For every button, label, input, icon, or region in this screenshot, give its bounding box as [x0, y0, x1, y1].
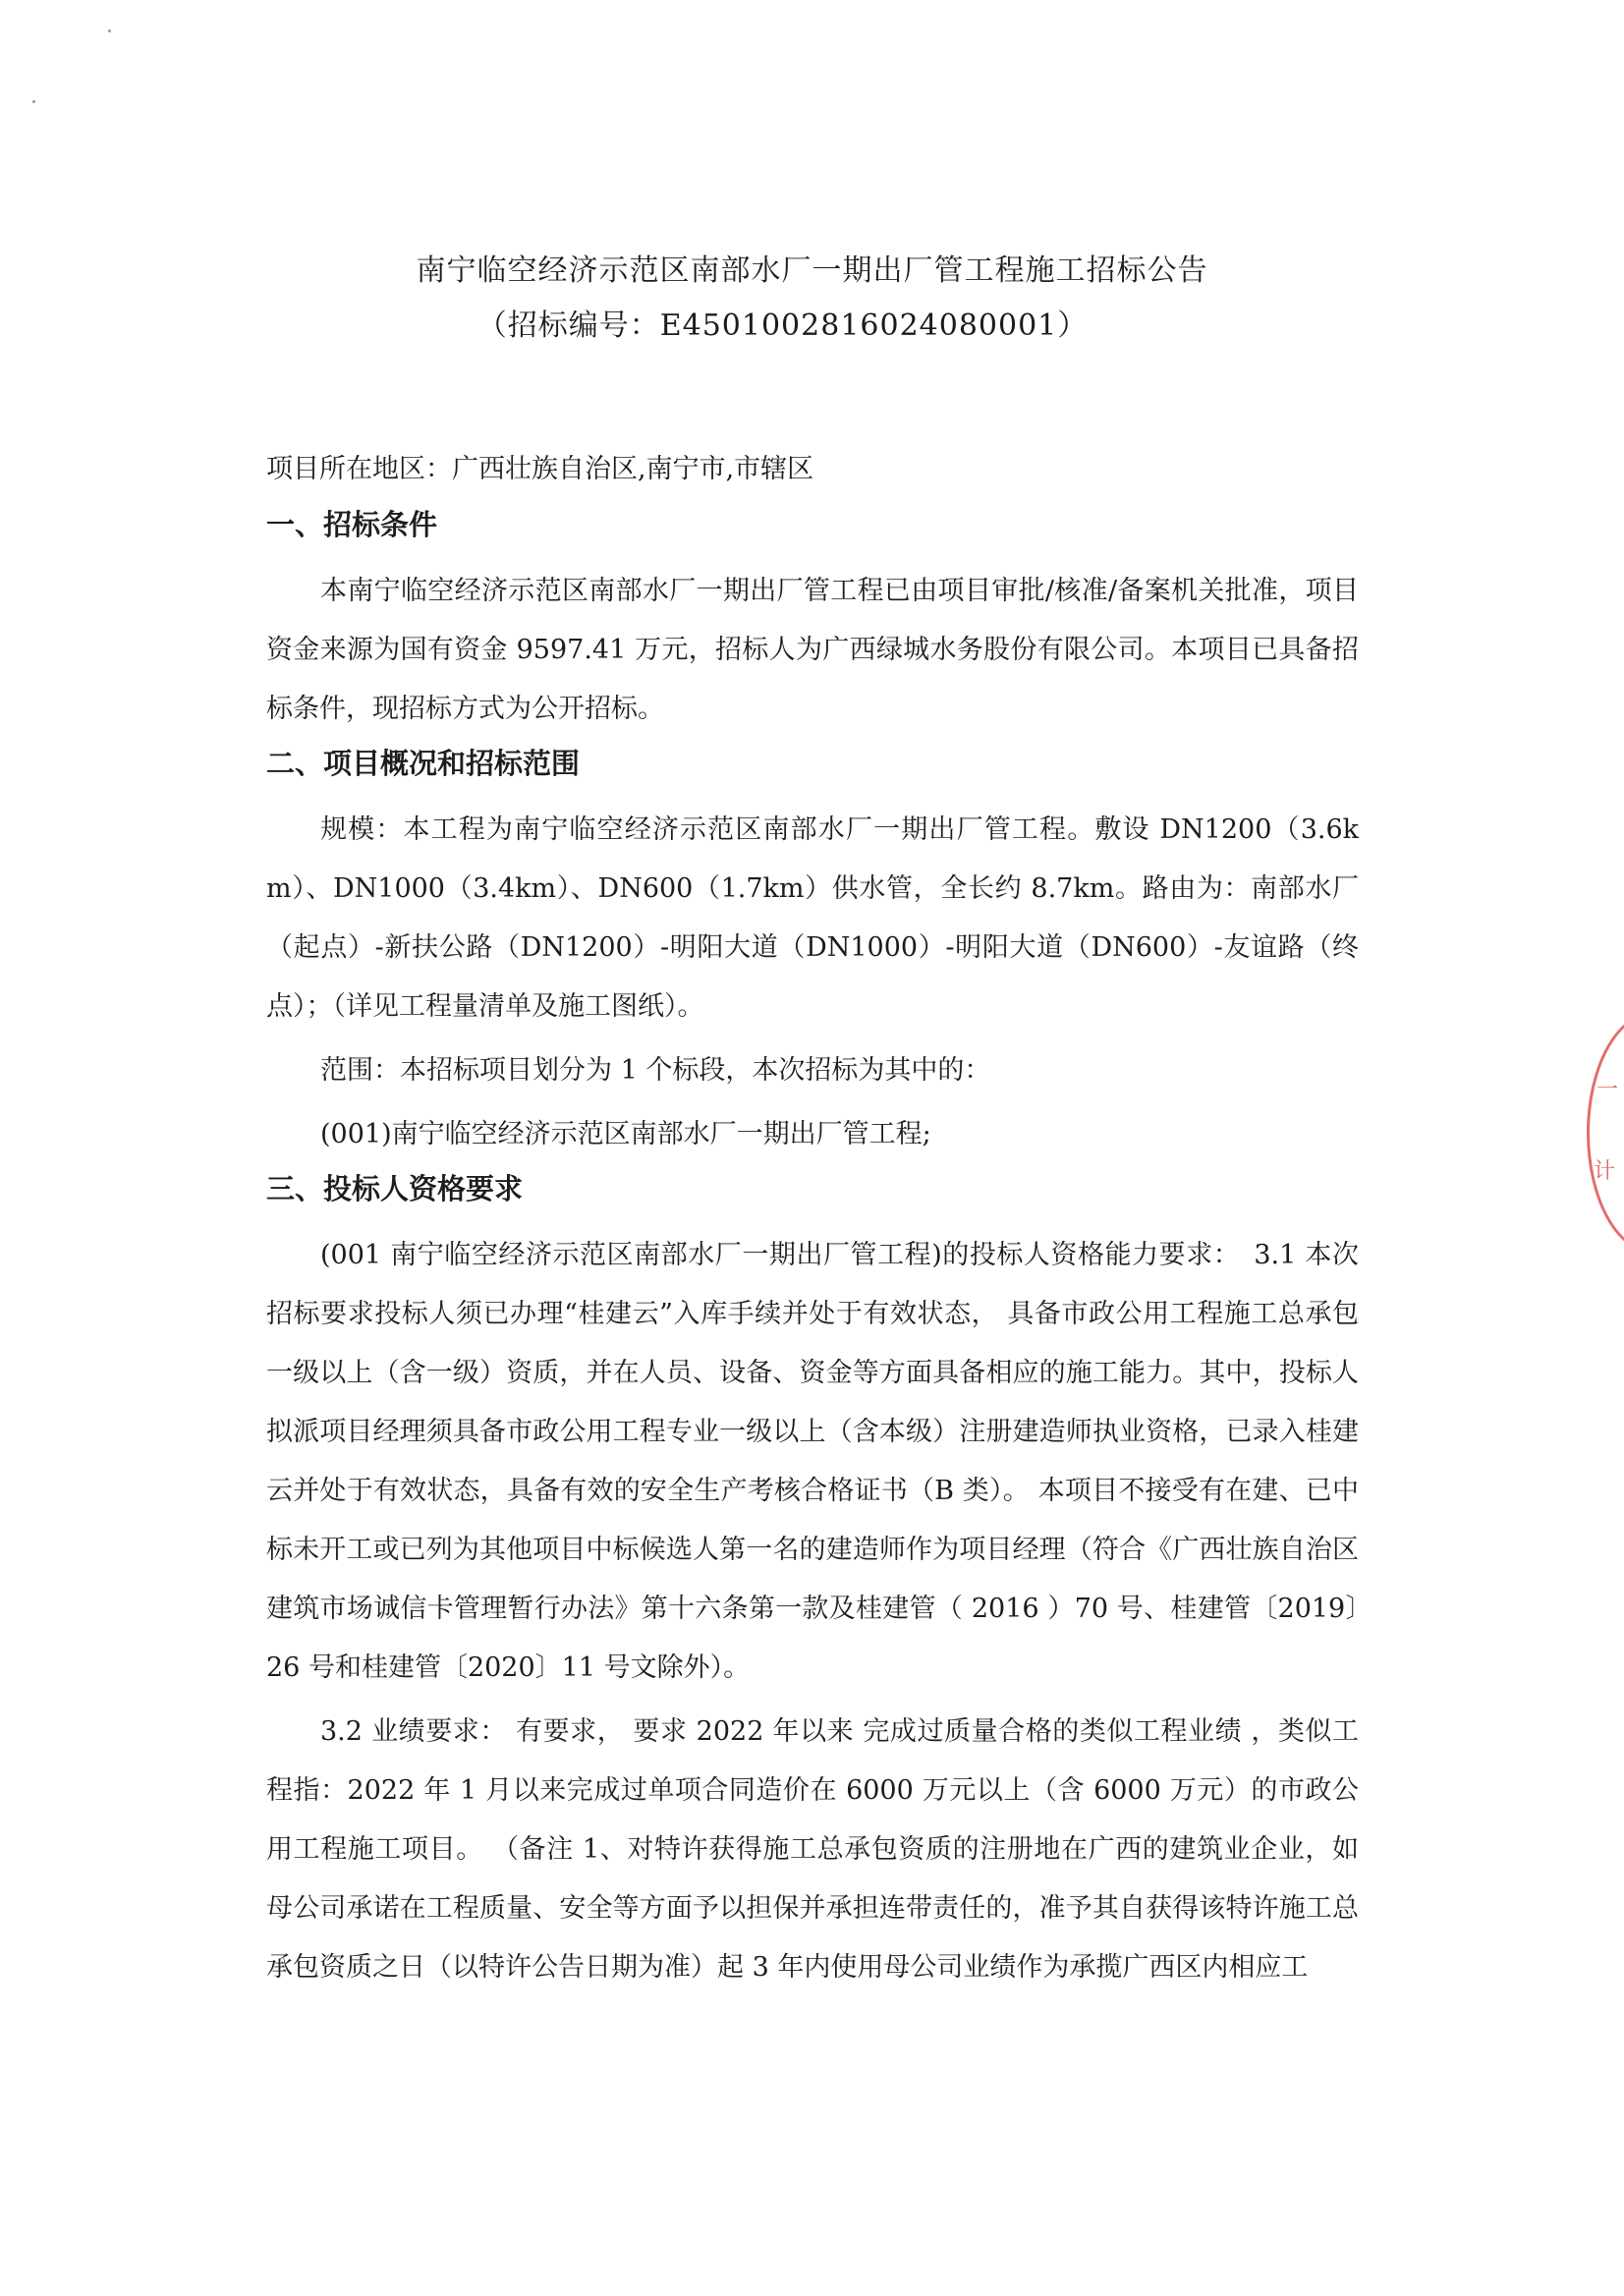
section-heading-project-overview: 二、项目概况和招标范围: [266, 747, 581, 780]
document-body: [266, 450, 1359, 2002]
section-paragraph: 本南宁临空经济示范区南部水厂一期出厂管工程已由项目审批/核准/备案机关批准，项目资金来源为国有资金 9597.41 万元，招标人为广西绿城水务股份有限公司。本项目已具备招标条件，现招标方式为公开招标。: [266, 576, 1359, 724]
section-paragraph: (001)南宁临空经济示范区南部水厂一期出厂管工程;: [320, 1119, 931, 1149]
document-title: 南宁临空经济示范区南部水厂一期出厂管工程施工招标公告: [416, 253, 1208, 288]
section-paragraph: 规模：本工程为南宁临空经济示范区南部水厂一期出厂管工程。敷设 DN1200（3.6km）、DN1000（3.4km）、DN600（1.7km）供水管，全长约 8.7km。路由为：南部水厂（起点）-新扶公路（DN1200）-明阳大道（DN1000）-明阳大道（DN600）-友谊路（终点）；（详见工程量清单及施工图纸）。: [266, 814, 1359, 1022]
seal-char: 一: [1596, 1078, 1619, 1102]
project-region: 项目所在地区：广西壮族自治区,南宁市,市辖区: [266, 454, 814, 484]
seal-char: 计: [1594, 1159, 1616, 1184]
section-heading-tender-conditions: 一、招标条件: [266, 508, 438, 541]
tender-number: （招标编号：E4501002816024080001）: [476, 308, 1089, 343]
section-paragraph: 范围：本招标项目划分为 1 个标段，本次招标为其中的：: [320, 1055, 991, 1086]
red-seal-stamp: [1587, 1012, 1624, 1254]
scan-speck: [32, 100, 35, 103]
section-heading-bidder-qualifications: 三、投标人资格要求: [266, 1172, 524, 1205]
scan-speck: [108, 29, 111, 32]
section-paragraph: 3.2 业绩要求： 有要求， 要求 2022 年以来 完成过质量合格的类似工程业绩 ，类似工程指：2022 年 1 月以来完成过单项合同造价在 6000 万元以上（含 6000 万元）的市政公用工程施工项目。 （备注 1、对特许获得施工总承包资质的注册地在广西的建筑业企业，如母公司承诺在工程质量、安全等方面予以担保并承担连带责任的，准予其自获得该特许施工总承包资质之日（以特许公告日期为准）起 3 年内使用母公司业绩作为承揽广西区内相应工: [266, 1716, 1359, 1983]
section-paragraph: (001 南宁临空经济示范区南部水厂一期出厂管工程)的投标人资格能力要求： 3.1 本次招标要求投标人须已办理“桂建云”入库手续并处于有效状态， 具备市政公用工程施工总承包一级以上（含一级）资质，并在人员、设备、资金等方面具备相应的施工能力。其中，投标人拟派项目经理须具备市政公用工程专业一级以上（含本级）注册建造师执业资格，已录入桂建云并处于有效状态，具备有效的安全生产考核合格证书（B 类）。 本项目不接受有在建、已中标未开工或已列为其他项目中标候选人第一名的建造师作为项目经理（符合《广西壮族自治区建筑市场诚信卡管理暂行办法》第十六条第一款及桂建管（ 2016 ）70 号、桂建管〔2019〕26 号和桂建管〔2020〕11 号文除外）。: [266, 1240, 1359, 1683]
